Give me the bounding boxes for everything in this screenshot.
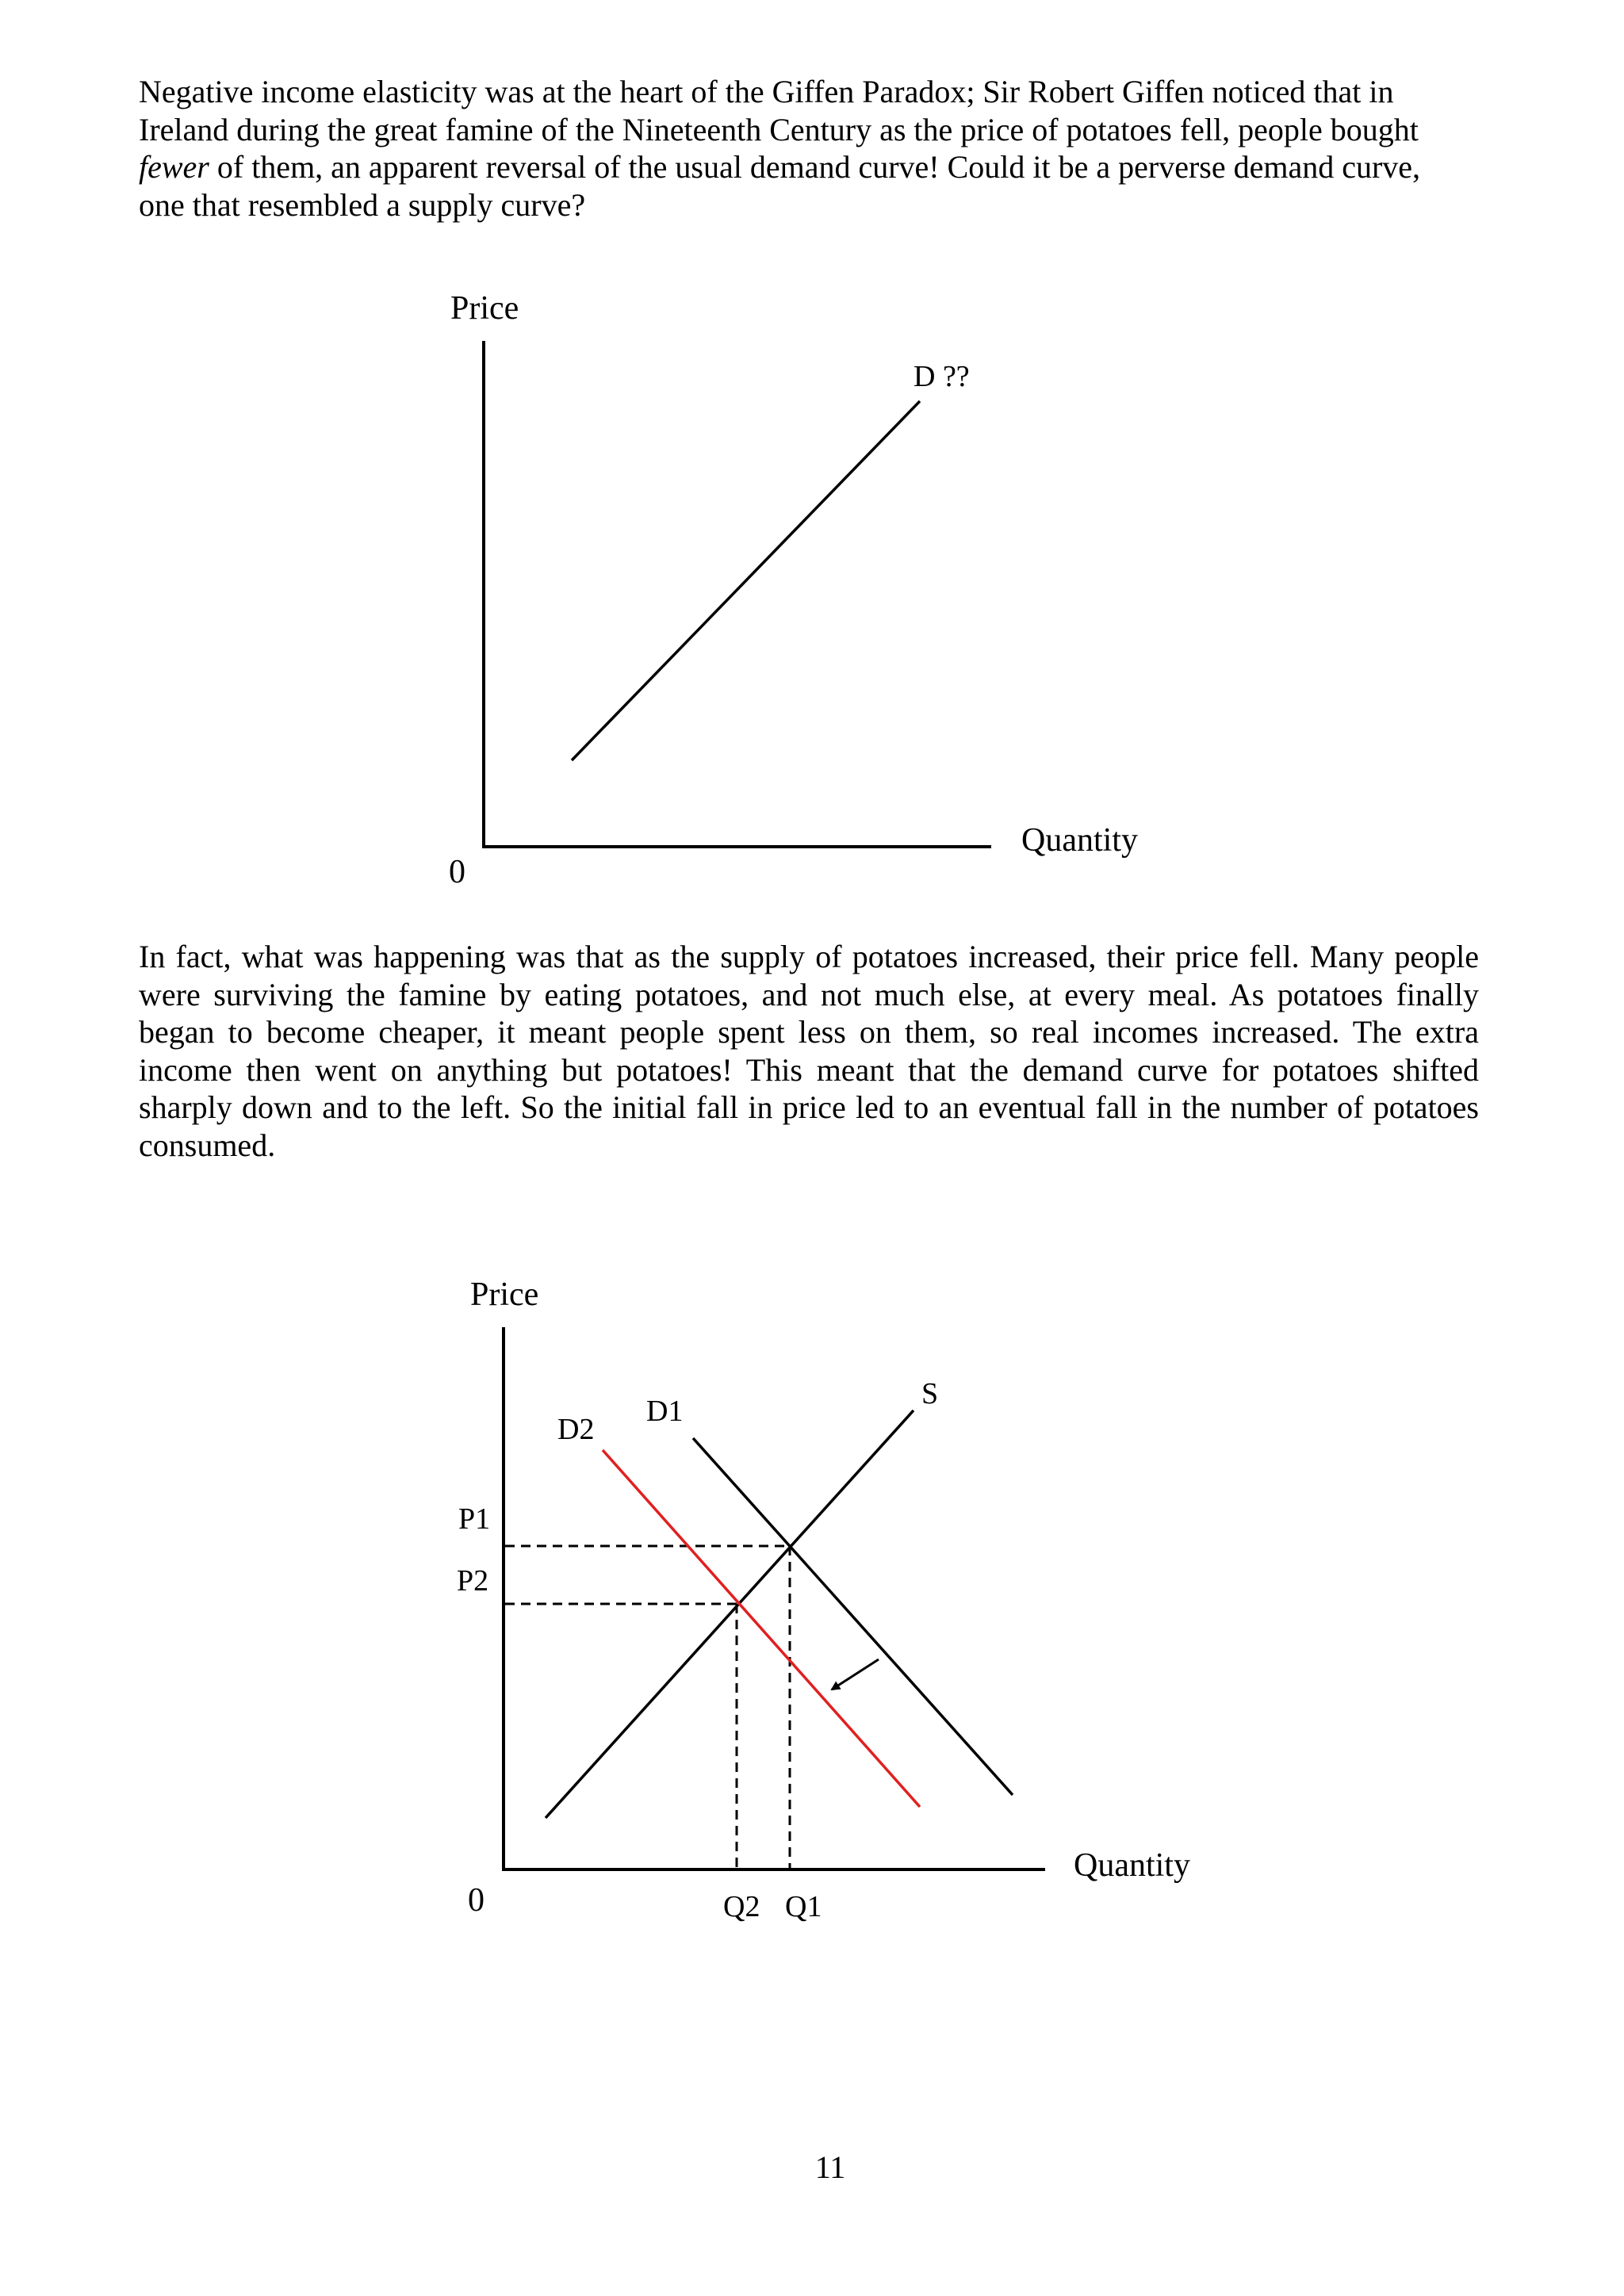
p1-label: P1	[458, 1502, 491, 1536]
shift-arrow-icon	[832, 1659, 879, 1689]
demand-curve-d1	[693, 1438, 1013, 1795]
intro-line-3: of them, an apparent reversal of the usual demand curve! Could it be a perverse demand curve,	[216, 149, 1421, 185]
explanation-paragraph: In fact, what was happening was that as the supply of potatoes increased, their price fell. Many people were surviving the famine by eating potatoes, and not much else, at every meal. As potatoes finally began to become cheaper, it meant people spent less on them, so real incomes increased. The extra income then went on anything but potatoes! This meant that the demand curve for potatoes shifted sharply down and to the left. So the initial fall in price led to an eventual fall in the number of potatoes consumed.	[139, 939, 1479, 1163]
demand-curve-d2	[603, 1450, 920, 1807]
perverse-demand-diagram	[0, 238, 1624, 920]
intro-emphasis: fewer	[139, 149, 209, 185]
intro-line-1: Negative income elasticity was at the heart of the Giffen Paradox; Sir Robert Giffen noticed that in	[139, 74, 1394, 109]
q2-label: Q2	[723, 1890, 760, 1923]
quantity-axis-label: Quantity	[1021, 822, 1138, 859]
quantity-axis-label: Quantity	[1074, 1847, 1190, 1884]
intro-line-2: Ireland during the great famine of the Nineteenth Century as the price of potatoes fell, people bought	[139, 111, 1419, 147]
price-axis-label: Price	[450, 290, 519, 327]
p2-label: P2	[457, 1564, 489, 1598]
intro-line-4: one that resembled a supply curve?	[139, 186, 586, 223]
d1-label: D1	[646, 1395, 684, 1428]
intro-paragraph	[139, 73, 1479, 224]
page-number: 11	[814, 2149, 846, 2185]
demand-curve-label: D ??	[914, 360, 970, 393]
giffen-shift-diagram	[0, 1237, 1624, 1950]
price-axis-label: Price	[470, 1276, 539, 1313]
supply-label: S	[921, 1377, 939, 1410]
supply-curve	[546, 1410, 914, 1818]
origin-label: 0	[449, 854, 465, 890]
q1-label: Q1	[785, 1890, 822, 1923]
upward-demand-curve	[572, 401, 920, 760]
d2-label: D2	[557, 1413, 595, 1446]
origin-label: 0	[468, 1882, 485, 1919]
